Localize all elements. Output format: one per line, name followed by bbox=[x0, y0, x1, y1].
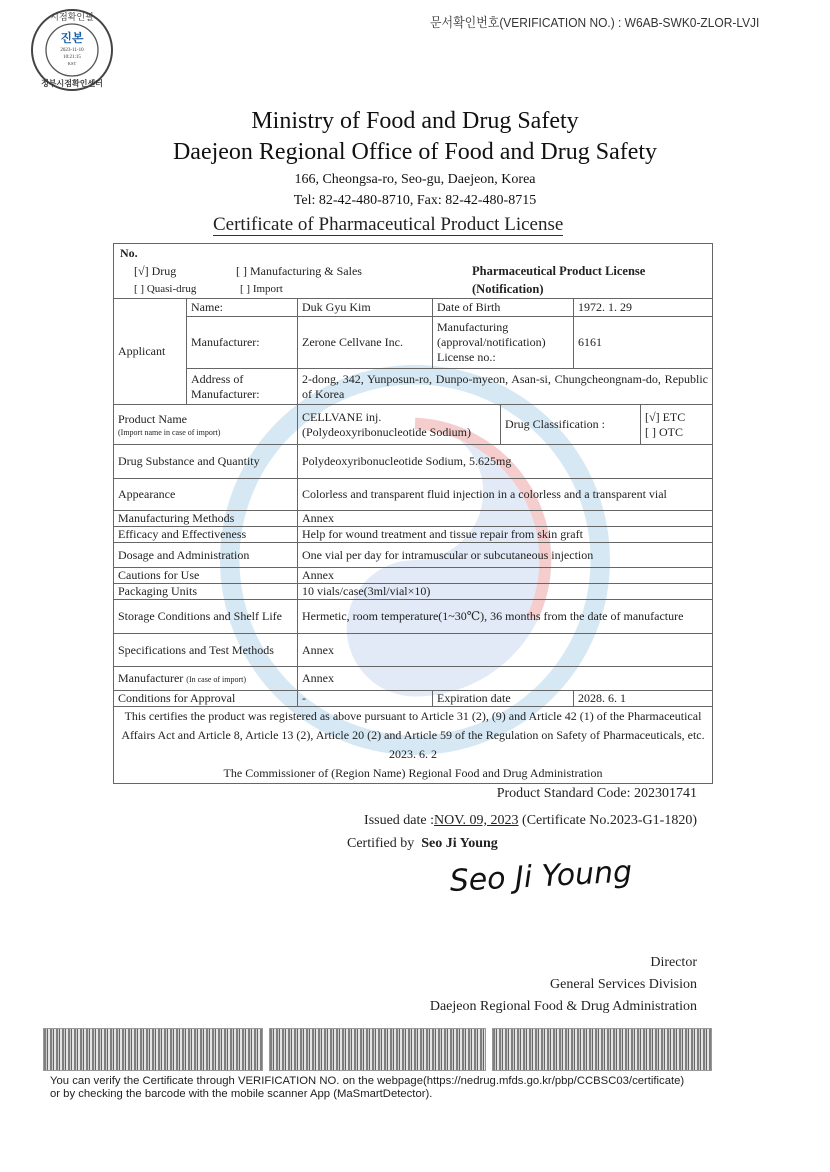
import-checkbox: [ ] Import bbox=[240, 283, 283, 295]
applicant-label: Applicant bbox=[114, 299, 187, 405]
office-name: Daejeon Regional Food & Drug Administration bbox=[429, 999, 697, 1014]
import-manufacturer-label: Manufacturer bbox=[118, 670, 184, 685]
certifier-name: Seo Ji Young bbox=[421, 836, 498, 851]
verification-note bbox=[50, 1075, 810, 1101]
conditions-value: - bbox=[298, 691, 433, 707]
otc-checkbox: [ ] OTC bbox=[645, 424, 683, 439]
row-label: Dosage and Administration bbox=[114, 543, 298, 568]
row-label: Cautions for Use bbox=[114, 568, 298, 584]
row-label: Drug Substance and Quantity bbox=[114, 445, 298, 479]
row-value: Annex bbox=[298, 568, 713, 584]
quasi-drug-checkbox: [ ] Quasi-drug bbox=[134, 283, 197, 295]
row-value: Annex bbox=[298, 511, 713, 527]
license-type-notification: (Notification) bbox=[472, 282, 544, 296]
no-label: No. bbox=[120, 246, 138, 260]
address-label: Address of Manufacturer: bbox=[187, 369, 298, 405]
license-type-header bbox=[114, 244, 713, 299]
license-table bbox=[113, 243, 713, 784]
verification-note-line2: or by checking the barcode with the mobile scanner App (MaSmartDetector). bbox=[50, 1088, 433, 1100]
row-value: Annex bbox=[298, 634, 713, 667]
classification-label: Drug Classification : bbox=[501, 405, 641, 445]
expiration-label: Expiration date bbox=[433, 691, 574, 707]
ministry-title: Ministry of Food and Drug Safety bbox=[251, 108, 579, 134]
barcode-1 bbox=[43, 1028, 263, 1071]
stamp-time: 10:21:15 bbox=[63, 55, 81, 60]
manufacturer-value: Zerone Cellvane Inc. bbox=[298, 317, 433, 369]
dob-value: 1972. 1. 29 bbox=[574, 299, 713, 317]
conditions-label: Conditions for Approval bbox=[114, 691, 298, 707]
license-type: Pharmaceutical Product License bbox=[472, 264, 646, 278]
manufacturing-sales-checkbox: [ ] Manufacturing & Sales bbox=[236, 264, 362, 278]
row-label: Appearance bbox=[114, 479, 298, 511]
certification-date: 2023. 6. 2 bbox=[389, 747, 437, 761]
document-body bbox=[50, 243, 712, 1101]
product-name-label: Product Name bbox=[118, 411, 187, 426]
issued-label: Issued date : bbox=[364, 813, 435, 828]
row-value: Colorless and transparent fluid injection in a colorless and a transparent vial bbox=[298, 479, 713, 511]
verification-number: 문서확인번호(VERIFICATION NO.) : W6AB-SWK0-ZLOR-LVJI bbox=[430, 15, 760, 30]
certificate-number: (Certificate No.2023-G1-1820) bbox=[518, 813, 697, 828]
stamp-date: 2023-11-10 bbox=[60, 48, 84, 53]
barcode-strip bbox=[43, 1028, 712, 1071]
row-value: Polydeoxyribonucleotide Sodium, 5.625mg bbox=[298, 445, 713, 479]
issued-line bbox=[113, 811, 712, 831]
issued-date: NOV. 09, 2023 bbox=[434, 813, 519, 828]
office-title: Daejeon Regional Office of Food and Drug Safety bbox=[172, 139, 658, 165]
product-name-note: (Import name in case of import) bbox=[118, 427, 221, 437]
barcode-2 bbox=[269, 1028, 486, 1071]
product-name-ingredient: (Polydeoxyribonucleotide Sodium) bbox=[302, 424, 471, 439]
row-value: Hermetic, room temperature(1~30℃), 36 months from the date of manufacture bbox=[298, 600, 713, 634]
verification-note-line1: You can verify the Certificate through VERIFICATION NO. on the webpage(https://nedrug.mfds.go.kr/pbp/CCBSC03/certificate) bbox=[50, 1075, 685, 1087]
row-label: Manufacturing Methods bbox=[114, 511, 298, 527]
name-label: Name: bbox=[187, 299, 298, 317]
import-manufacturer-value: Annex bbox=[298, 667, 713, 691]
dob-label: Date of Birth bbox=[433, 299, 574, 317]
drug-checkbox: [√] Drug bbox=[134, 264, 177, 278]
signature: Seo Ji Young bbox=[448, 854, 633, 899]
import-manufacturer-note: (In case of import) bbox=[186, 674, 247, 684]
license-no-label: Manufacturing (approval/notification) License no.: bbox=[433, 317, 574, 369]
director-title: Director bbox=[650, 955, 697, 970]
row-value: 10 vials/case(3ml/vial×10) bbox=[298, 584, 713, 600]
license-no-value: 6161 bbox=[574, 317, 713, 369]
product-name: CELLVANE inj. bbox=[302, 409, 382, 424]
etc-checkbox: [√] ETC bbox=[645, 409, 686, 424]
stamp-center-text: 진본 bbox=[60, 31, 84, 45]
commissioner: The Commissioner of (Region Name) Regional Food and Drug Administration bbox=[223, 766, 603, 780]
row-value: Help for wound treatment and tissue repair from skin graft bbox=[298, 527, 713, 543]
row-label: Efficacy and Effectiveness bbox=[114, 527, 298, 543]
applicant-name: Duk Gyu Kim bbox=[298, 299, 433, 317]
row-label: Storage Conditions and Shelf Life bbox=[114, 600, 298, 634]
manufacturer-label: Manufacturer: bbox=[187, 317, 298, 369]
stamp-top-text: 시점확인필 bbox=[50, 12, 94, 22]
expiration-value: 2028. 6. 1 bbox=[574, 691, 713, 707]
address-value: 2-dong, 342, Yunposun-ro, Dunpo-myeon, Asan-si, Chungcheongnam-do, Republic of Korea bbox=[298, 369, 713, 405]
row-label: Packaging Units bbox=[114, 584, 298, 600]
certification-statement: This certifies the product was registered as above pursuant to Article 31 (2), (9) and Article 42 (1) of the Pharmaceutical Affairs Act and Article 8, Article 13 (2), Article 20 (2) and Article 59 of the Regulation on Safety of Pharmaceuticals, etc. bbox=[121, 709, 705, 742]
stamp-tz: KST bbox=[67, 61, 77, 66]
authenticity-stamp bbox=[30, 8, 114, 92]
barcode-3 bbox=[492, 1028, 712, 1071]
certified-by-label: Certified by bbox=[347, 836, 415, 851]
row-value: One vial per day for intramuscular or subcutaneous injection bbox=[298, 543, 713, 568]
certificate-title: Certificate of Pharmaceutical Product License bbox=[213, 214, 564, 235]
office-address: 166, Cheongsa-ro, Seo-gu, Daejeon, Korea bbox=[294, 172, 536, 187]
office-contact: Tel: 82-42-480-8710, Fax: 82-42-480-8715 bbox=[293, 193, 537, 208]
stamp-bottom-text: 정부시점확인센터 bbox=[41, 79, 103, 88]
row-label: Specifications and Test Methods bbox=[114, 634, 298, 667]
product-standard-code: Product Standard Code: 202301741 bbox=[496, 786, 697, 801]
division-name: General Services Division bbox=[550, 977, 697, 992]
